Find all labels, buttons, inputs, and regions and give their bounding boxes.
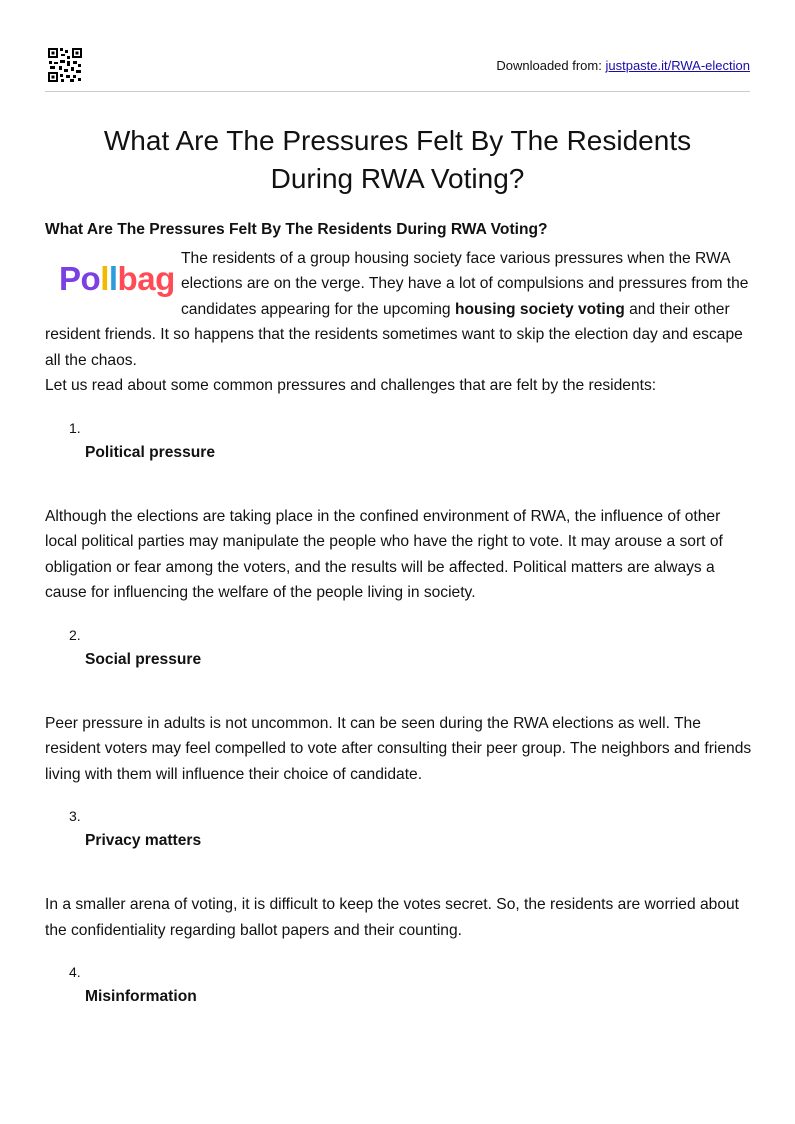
title-line-1: What Are The Pressures Felt By The Residents bbox=[103, 125, 692, 156]
logo-letter: b bbox=[117, 259, 138, 297]
item-body: Peer pressure in adults is not uncommon. It can be seen during the RWA elections as well. The resident voters may feel compelled to vote after consulting their peer group. The neighbors and friends living with them will influence their choice of candidate. bbox=[45, 714, 752, 783]
downloaded-label: Downloaded from: bbox=[496, 58, 602, 73]
title-line-2: During RWA Voting? bbox=[270, 163, 525, 194]
logo-letter: l bbox=[108, 259, 118, 297]
logo-text bbox=[59, 259, 175, 297]
pressure-list bbox=[45, 416, 755, 1010]
page-title bbox=[45, 122, 750, 198]
logo-letter: a bbox=[137, 259, 156, 297]
source-link[interactable]: justpaste.it/RWA-election bbox=[605, 58, 750, 73]
intro-text-1: The residents of a group housing society face various pressures when the RWA elections are on the verge. They have a lot of compulsions and pressures from the candidates appearing for the upcoming bbox=[181, 249, 749, 318]
item-number: 3. bbox=[69, 808, 81, 824]
logo-letter: P bbox=[59, 259, 81, 297]
list-item bbox=[45, 960, 755, 1009]
logo-letter: o bbox=[80, 259, 101, 297]
item-title: Privacy matters bbox=[85, 832, 202, 849]
item-number: 4. bbox=[69, 964, 81, 980]
article-subheading: What Are The Pressures Felt By The Residents During RWA Voting? bbox=[45, 221, 548, 238]
page-header bbox=[45, 45, 750, 92]
lead-paragraph: Let us read about some common pressures and challenges that are felt by the residents: bbox=[45, 377, 657, 394]
logo-letter: l bbox=[100, 259, 109, 297]
item-body: Although the elections are taking place in the confined environment of RWA, the influence of other local political parties may manipulate the people who have the right to vote. It may arouse a sort of obligation or fear among the voters, and the results will be affected. Political matters are always a cause for influencing the welfare of the people living in society. bbox=[45, 507, 723, 601]
article-body bbox=[45, 217, 755, 1009]
item-title: Social pressure bbox=[85, 650, 202, 668]
item-title: Misinformation bbox=[85, 988, 197, 1005]
item-body: In a smaller arena of voting, it is difficult to keep the votes secret. So, the residents are worried about the confidentiality regarding ballot papers and their counting. bbox=[45, 896, 739, 939]
intro-text-2: and their other resident friends. It so happens that the residents sometimes want to skip the election day and escape all the chaos. bbox=[45, 300, 743, 369]
download-source bbox=[496, 58, 750, 73]
list-item bbox=[45, 623, 755, 788]
pollbag-logo bbox=[45, 246, 181, 322]
logo-letter: g bbox=[155, 259, 175, 297]
qr-code-icon bbox=[47, 47, 83, 83]
list-item bbox=[45, 804, 755, 943]
list-item bbox=[45, 416, 755, 606]
item-number: 2. bbox=[69, 626, 81, 643]
item-number: 1. bbox=[69, 419, 81, 436]
item-title: Political pressure bbox=[85, 443, 216, 461]
intro-bold-link-text: housing society voting bbox=[454, 300, 625, 318]
